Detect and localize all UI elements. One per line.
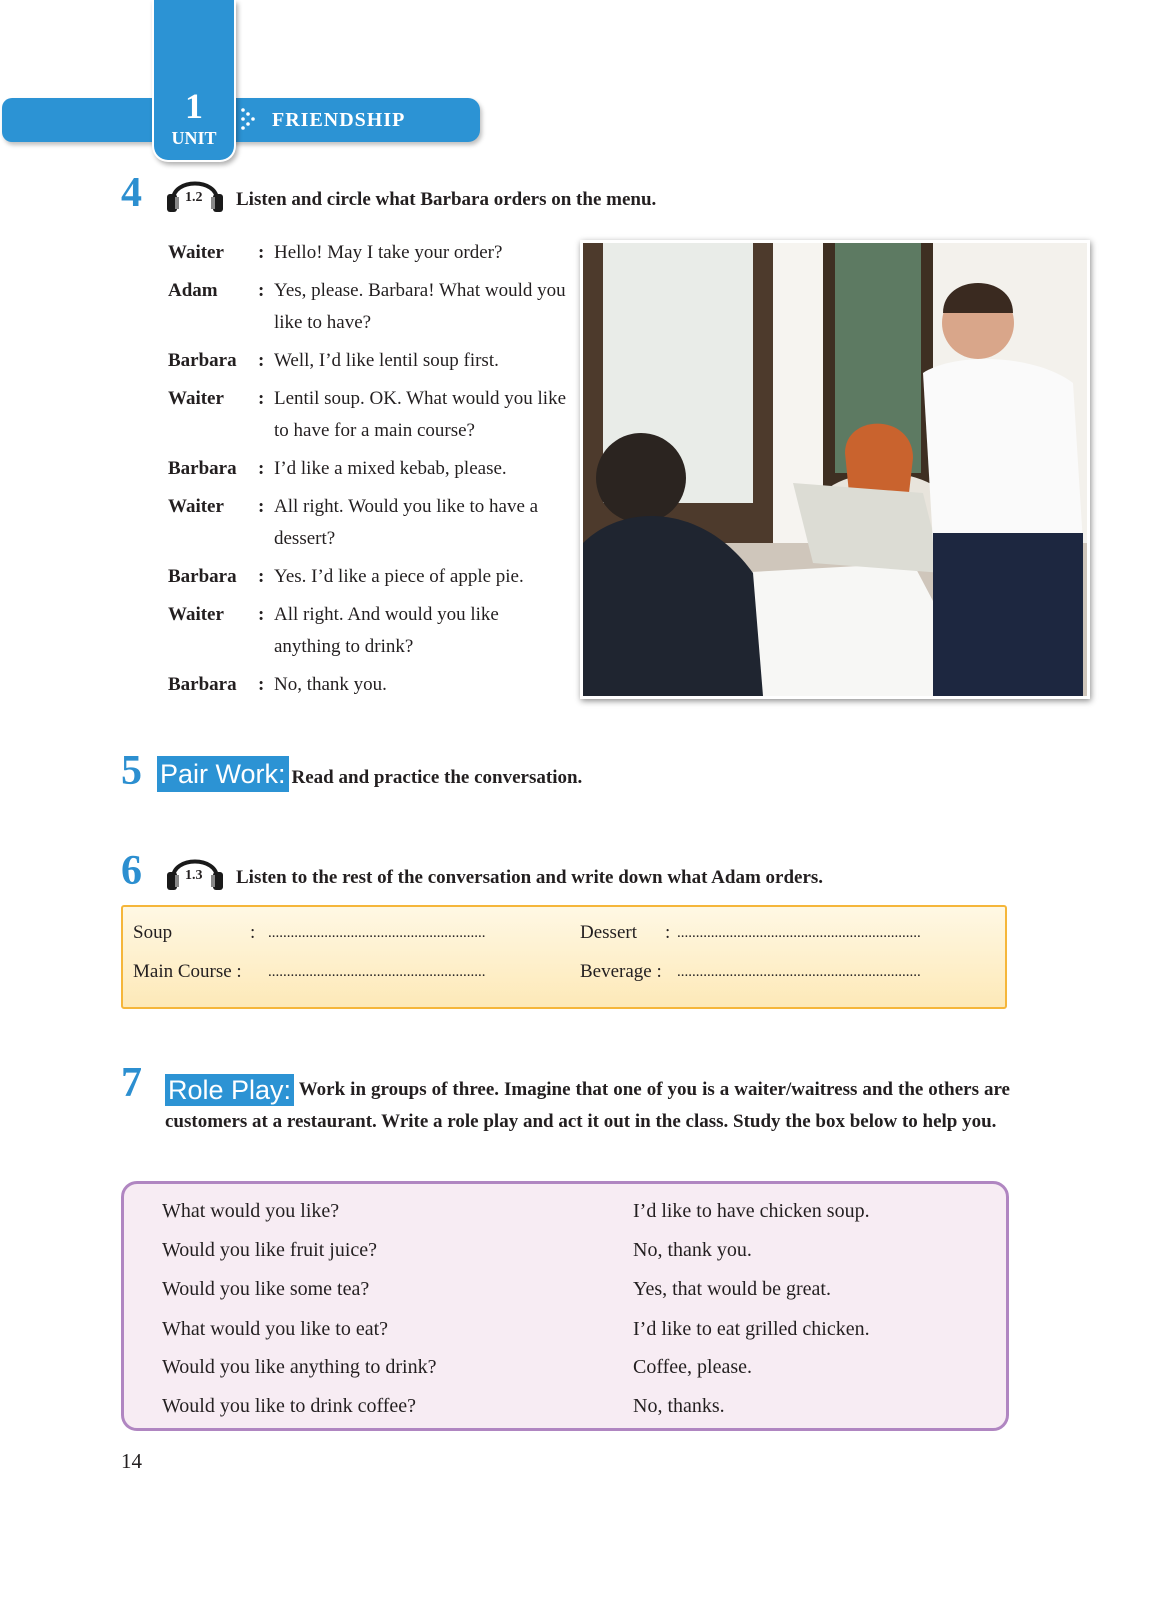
dialogue-line [168,561,568,593]
section-7-number: 7 [121,1060,142,1106]
colon: : [258,604,265,625]
restaurant-scene-illustration [583,243,1087,696]
audio-track-number: 1.2 [185,190,203,205]
beverage-label: Beverage : [580,961,662,982]
section-6-number: 6 [121,848,142,894]
line-text: Yes. I’d like a piece of apple pie. [274,566,524,587]
dialogue-line [168,275,568,339]
line-text: Hello! May I take your order? [274,242,503,263]
dialogue-line [168,491,568,555]
speaker: Barbara [168,350,237,371]
answer-phrase: No, thanks. [633,1395,725,1417]
line-text: All right. And would you like anything to drink? [274,604,499,657]
pair-work-tag: Pair Work: [157,756,289,792]
dialogue-line [168,599,568,663]
section-5-heading [157,756,582,792]
colon: : [258,280,265,301]
unit-title: FRIENDSHIP [272,109,406,131]
restaurant-photo [580,240,1090,699]
line-text: All right. Would you like to have a dessert? [274,496,539,549]
answer-phrase: I’d like to eat grilled chicken. [633,1318,870,1340]
soup-label: Soup [133,922,173,943]
unit-tab [152,0,236,162]
colon: : [258,350,265,371]
dessert-answer-line[interactable]: ................................................................. [677,925,921,941]
beverage-answer-line[interactable]: ................................................................. [677,964,921,980]
section-5-instruction: Read and practice the conversation. [291,767,583,788]
section-7-instruction-block [165,1074,1010,1137]
phrase-box [121,1181,1009,1431]
section-4-instruction: Listen and circle what Barbara orders on the menu. [236,189,657,210]
dialogue-line [168,453,568,485]
role-play-tag: Role Play: [165,1074,294,1106]
line-text: Lentil soup. OK. What would you like to have for a main course? [274,388,567,441]
question-phrase: Would you like anything to drink? [162,1356,437,1378]
dessert-colon: : [665,922,671,943]
dialogue [168,237,568,707]
order-form [121,905,1007,1009]
speaker: Waiter [168,604,224,625]
line-text: Yes, please. Barbara! What would you like to have? [274,280,566,333]
dessert-label: Dessert [580,922,637,943]
answer-phrase: I’d like to have chicken soup. [633,1200,870,1222]
section-6-instruction: Listen to the rest of the conversation and write down what Adam orders. [236,867,824,888]
colon: : [258,458,265,479]
unit-number: 1 [185,86,203,126]
colon: : [258,242,265,263]
speaker: Barbara [168,566,237,587]
question-phrase: Would you like to drink coffee? [162,1395,417,1417]
soup-answer-line[interactable]: .......................................................... [268,925,486,941]
line-text: I’d like a mixed kebab, please. [274,458,507,479]
answer-phrase: Yes, that would be great. [633,1278,831,1300]
speaker: Waiter [168,496,224,517]
answer-phrase: Coffee, please. [633,1356,753,1378]
colon: : [258,674,265,695]
line-text: Well, I’d like lentil soup first. [274,350,499,371]
main-course-answer-line[interactable]: .......................................................... [268,964,486,980]
dialogue-line [168,383,568,447]
audio-track-number: 1.3 [185,868,203,883]
question-phrase: Would you like fruit juice? [162,1239,377,1261]
dialogue-line [168,237,568,269]
speaker: Adam [168,280,218,301]
colon: : [258,566,265,587]
line-text: No, thank you. [274,674,387,695]
dotted-arrow-icon [240,107,258,131]
colon: : [258,388,265,409]
page-number: 14 [121,1449,142,1473]
speaker: Barbara [168,674,237,695]
unit-label: UNIT [171,128,217,148]
speaker: Barbara [168,458,237,479]
section-7-instruction: Work in groups of three. Imagine that one of you is a waiter/waitress and the others are customers at a restaurant. Write a role play and act it out in the class. Study the box below to help you. [165,1079,1010,1132]
section-5-number: 5 [121,748,142,794]
section-4-number: 4 [121,170,142,216]
main-course-label: Main Course : [133,961,242,982]
dialogue-line [168,669,568,701]
question-phrase: What would you like? [162,1200,340,1222]
answer-phrase: No, thank you. [633,1239,752,1261]
dialogue-line [168,345,568,377]
question-phrase: Would you like some tea? [162,1278,370,1300]
soup-colon: : [250,922,256,943]
question-phrase: What would you like to eat? [162,1318,389,1340]
speaker: Waiter [168,388,224,409]
speaker: Waiter [168,242,224,263]
colon: : [258,496,265,517]
